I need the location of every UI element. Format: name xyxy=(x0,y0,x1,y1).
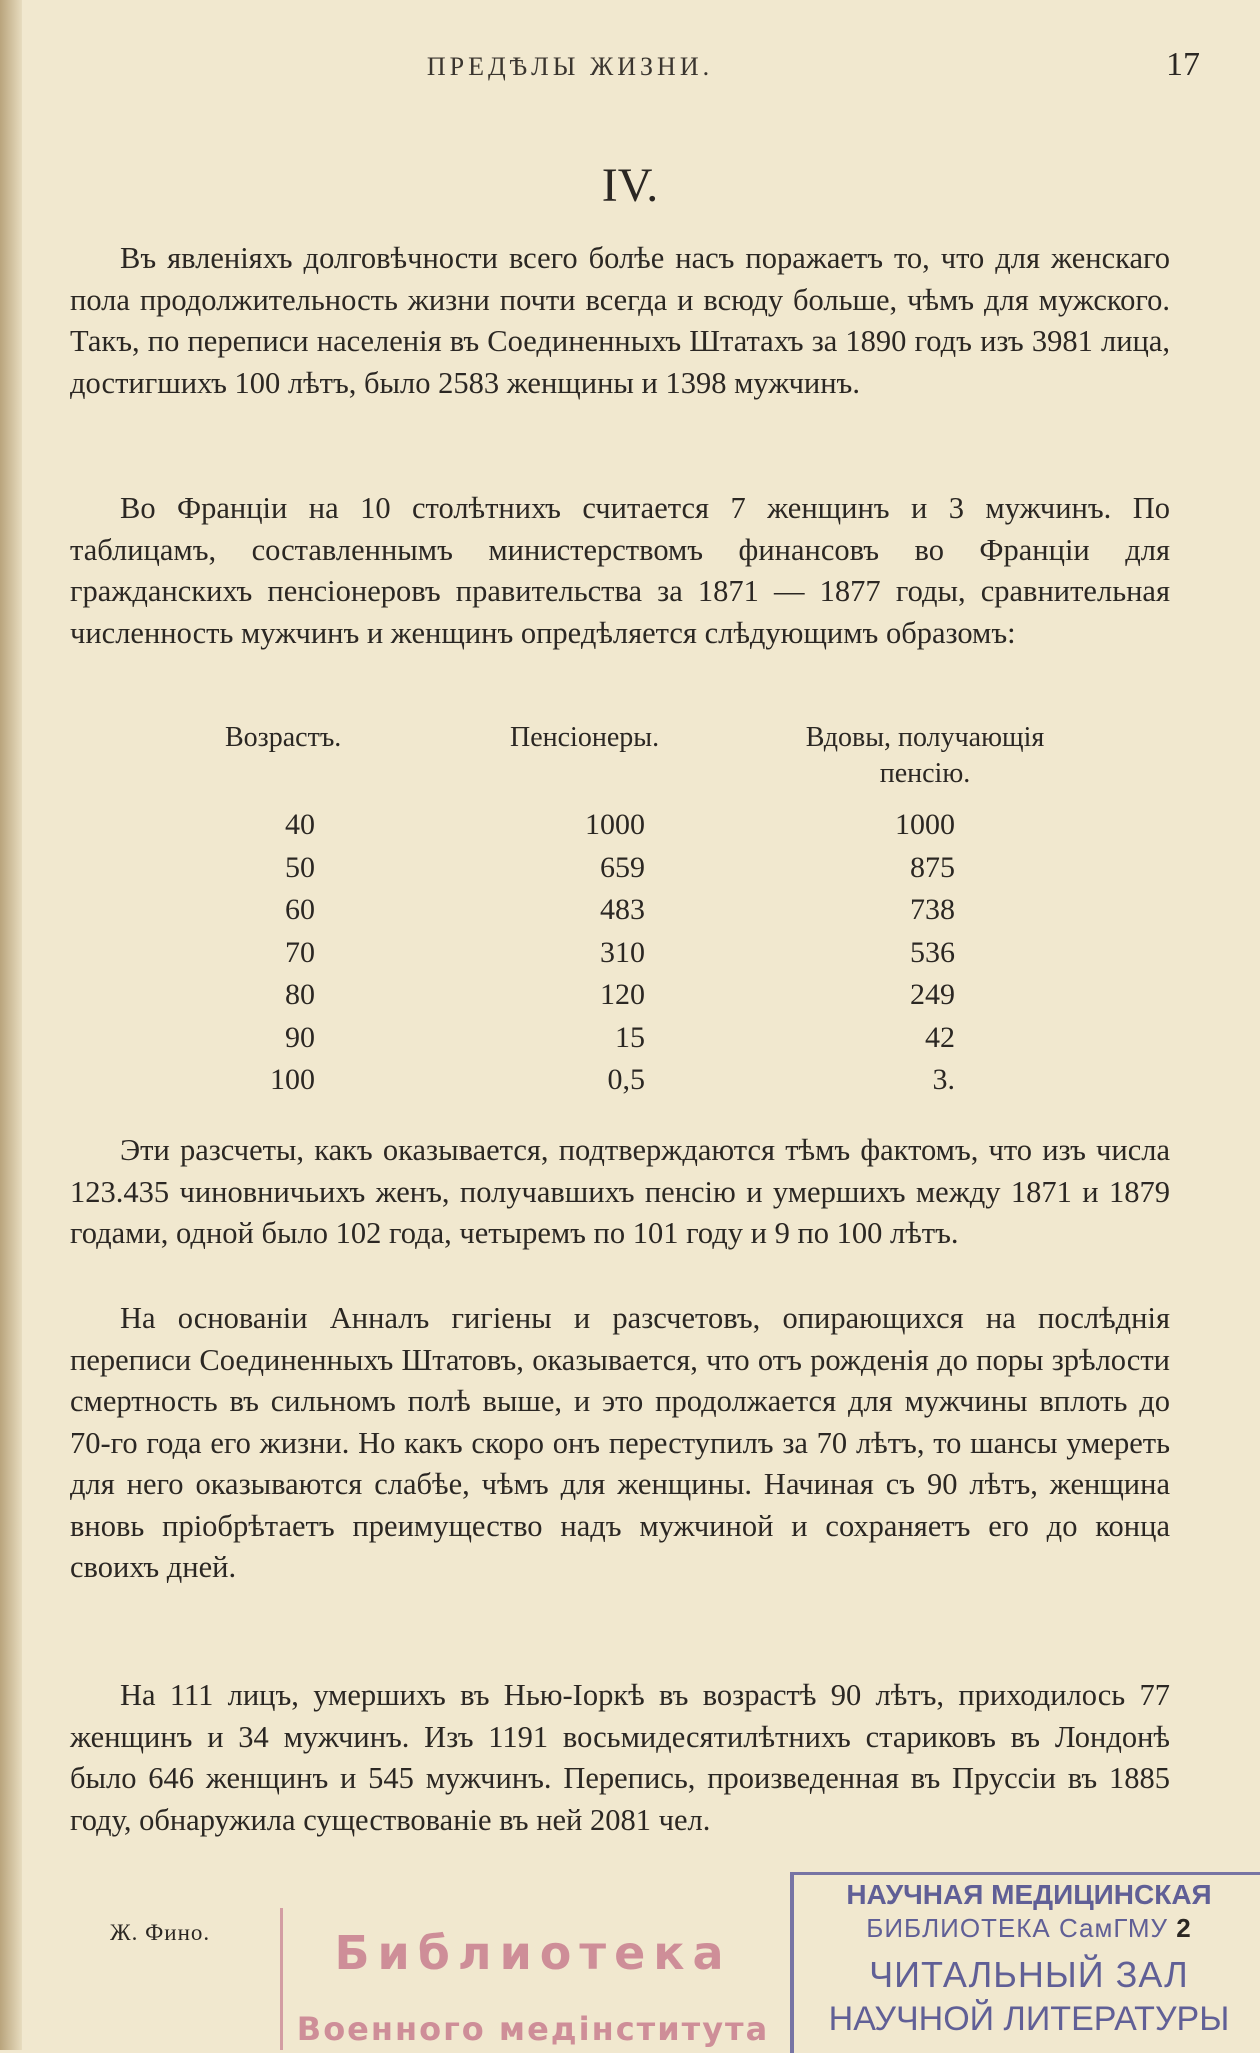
table-cell-age: 100 xyxy=(270,1063,315,1096)
paragraph-1: Въ явленіяхъ долговѣчности всего болѣе насъ поражаетъ то, что для женскаго пола продолжительность жизни почти всегда и всюду больше, чѣмъ для мужского. Такъ, по переписи населенія въ Соединенныхъ Штатахъ за 1890 годъ изъ 3981 лица, достигшихъ 100 лѣтъ, было 2583 женщины и 1398 мужчинъ. xyxy=(70,241,1170,400)
table-cell-widows: 738 xyxy=(910,893,955,926)
stamp-pink-line-1: Библиотека xyxy=(334,1926,732,1980)
page-header xyxy=(70,46,1200,92)
stamp-blue-line-3: ЧИТАЛЬНЫЙ ЗАЛ xyxy=(869,1954,1189,1995)
library-stamp-pink xyxy=(280,1908,783,2050)
table-header-pensioners: Пенсіонеры. xyxy=(510,722,660,753)
table-cell-age: 80 xyxy=(285,978,315,1011)
paragraph-4: На основаніи Анналъ гигіены и разсчетовъ, опирающихся на послѣднія переписи Соединенныхъ Штатовъ, оказывается, что отъ рожденія до поры зрѣлости смертность въ сильномъ полѣ выше, и это продолжается для мужчины вплоть до 70-го года его жизни. Но какъ скоро онъ переступилъ за 70 лѣтъ, то шансы умереть для него оказываются слабѣе, чѣмъ для женщины. Начиная съ 90 лѣтъ, женщина вновь пріобрѣтаетъ преимущество надъ мужчиной и сохраняетъ его до конца своихъ дней. xyxy=(70,1301,1170,1584)
stamp-blue-line-2 xyxy=(794,1913,1260,1944)
signature-number: 2 xyxy=(1176,1913,1192,1943)
table-cell-age: 70 xyxy=(285,935,315,969)
table-cell-age: 50 xyxy=(285,850,315,884)
paragraph-2: Во Франціи на 10 столѣтнихъ считается 7 женщинъ и 3 мужчинъ. По таблицамъ, составленнымъ министерствомъ финансовъ во Франціи для гражданскихъ пенсіонеровъ правительства за 1871 — 1877 годы, сравнительная численность мужчинъ и женщинъ опредѣляется слѣдующимъ образомъ: xyxy=(70,491,1170,650)
table-cell-pensioners: 15 xyxy=(615,1020,645,1054)
table-cell-age: 40 xyxy=(285,808,315,841)
paragraph-5: На 111 лицъ, умершихъ въ Нью-Іоркѣ въ возрастѣ 90 лѣтъ, приходилось 77 женщинъ и 34 мужчинъ. Изъ 1191 восьмидесятилѣтнихъ стариковъ въ Лондонѣ было 646 женщинъ и 545 мужчинъ. Перепись, произведенная въ Пруссіи въ 1885 году, обнаружила существованіе въ ней 2081 чел. xyxy=(70,1678,1170,1837)
table-cell-widows: 42 xyxy=(925,1020,955,1054)
table-cell-pensioners: 659 xyxy=(600,850,645,884)
table-cell-widows: 1000 xyxy=(895,808,955,841)
table-cell-age: 90 xyxy=(285,1020,315,1054)
chapter-number: IV. xyxy=(601,159,659,212)
table-cell-widows: 3. xyxy=(932,1063,955,1096)
table-cell-pensioners: 0,5 xyxy=(607,1063,645,1096)
running-title: ПРЕДѢЛЫ ЖИЗНИ. xyxy=(426,52,714,81)
library-stamp-blue xyxy=(790,1872,1260,2053)
stamp-blue-line-1: НАУЧНАЯ МЕДИЦИНСКАЯ xyxy=(846,1879,1212,1910)
stamp-blue-line-4: НАУЧНОЙ ЛИТЕРАТУРЫ xyxy=(828,2000,1230,2038)
table-cell-widows: 875 xyxy=(910,850,955,884)
table-cell-pensioners: 483 xyxy=(600,893,645,926)
table-cell-pensioners: 120 xyxy=(600,978,645,1011)
paragraph-3: Эти разсчеты, какъ оказывается, подтверждаются тѣмъ фактомъ, что изъ числа 123.435 чиновничьихъ женъ, получавшихъ пенсію и умершихъ между 1871 и 1879 годами, одной было 102 года, четыремъ по 101 году и 9 по 100 лѣтъ. xyxy=(70,1133,1170,1250)
table-cell-widows: 249 xyxy=(910,978,955,1011)
stamp-blue-line-2-text: БИБЛИОТЕКА СамГМУ xyxy=(866,1913,1169,1943)
page-edge xyxy=(0,0,22,2050)
stamp-pink-line-2: Военного медінститута xyxy=(296,2010,770,2048)
table-cell-pensioners: 1000 xyxy=(585,808,645,841)
table-cell-pensioners: 310 xyxy=(600,935,645,969)
page-number: 17 xyxy=(1166,46,1200,83)
footer-signature: Ж. Фино. xyxy=(110,1920,211,1945)
table-cell-widows: 536 xyxy=(910,935,955,969)
pension-table xyxy=(70,720,1170,1096)
table-cell-age: 60 xyxy=(285,893,315,926)
table-header-age: Возрастъ. xyxy=(225,722,342,753)
table-header-widows: Вдовы, получающія пенсію. xyxy=(805,722,1045,789)
